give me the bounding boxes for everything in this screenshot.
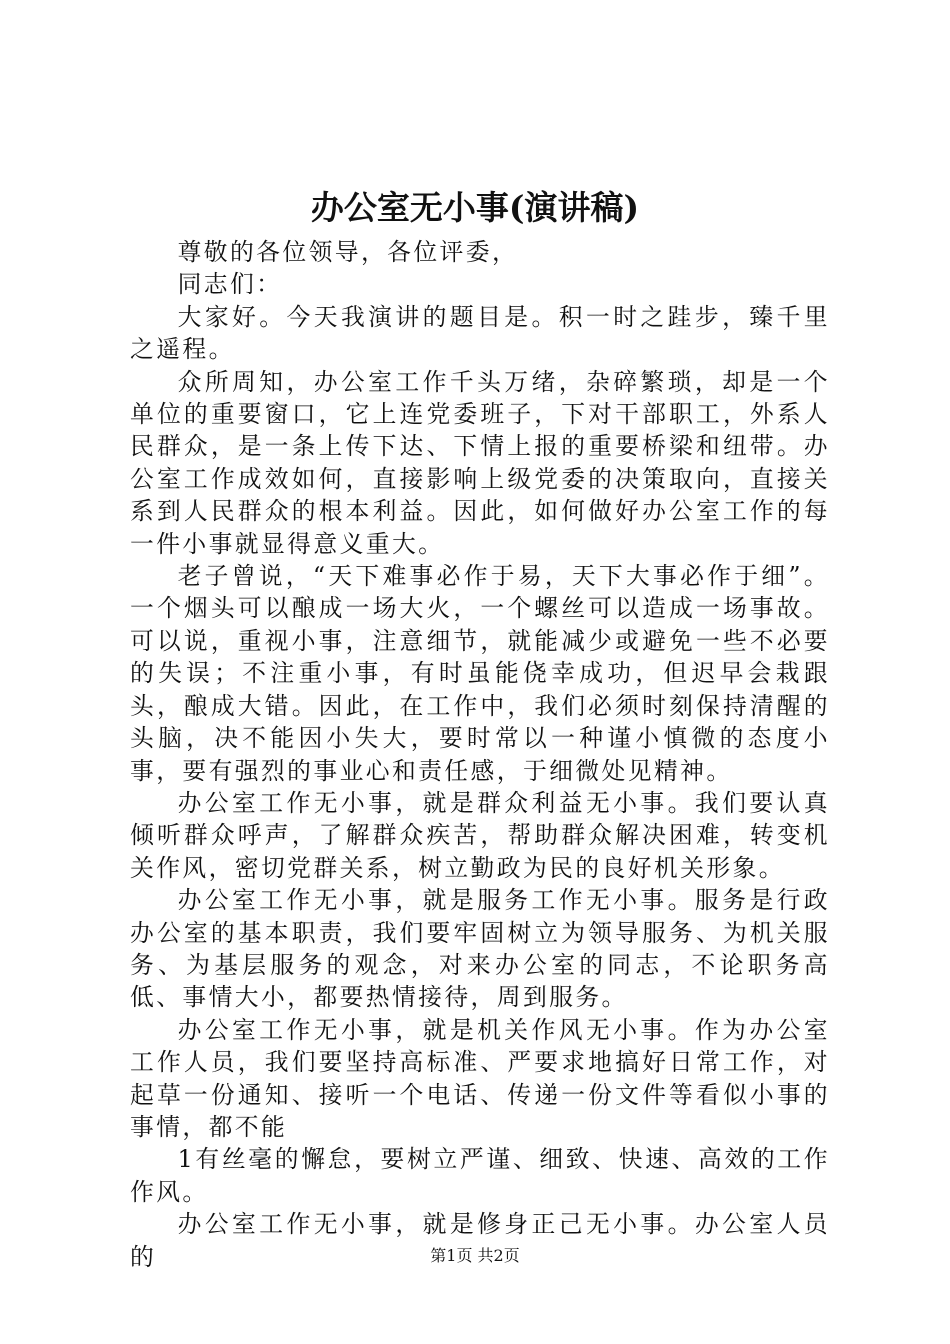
page-title: 办公室无小事(演讲稿) <box>310 188 640 227</box>
paragraph: 办公室工作无小事，就是机关作风无小事。作为办公室工作人员，我们要坚持高标准、严要求地搞好日常工作，对起草一份通知、接听一个电话、传递一份文件等看似小事的事情，都不能 <box>130 1015 830 1141</box>
paragraph: 办公室工作无小事，就是群众利益无小事。我们要认真倾听群众呼声，了解群众疾苦，帮助群众解决困难，转变机关作风，密切党群关系，树立勤政为民的良好机关形象。 <box>130 788 830 882</box>
paragraph-salutation-1: 尊敬的各位领导，各位评委， <box>177 238 519 266</box>
paragraph: 大家好。今天我演讲的题目是。积一时之跬步，臻千里之遥程。 <box>130 302 830 364</box>
document-body <box>130 236 830 1273</box>
page-number-footer: 第1页 共2页 <box>430 1246 520 1265</box>
paragraph: 办公室工作无小事，就是修身正己无小事。办公室人员的 <box>130 1210 830 1271</box>
paragraph: 办公室工作无小事，就是服务工作无小事。服务是行政办公室的基本职责，我们要牢固树立为领导服务、为机关服务、为基层服务的观念，对来办公室的同志，不论职务高低、事情大小，都要热情接待，周到服务。 <box>130 886 830 1012</box>
paragraph: 1有丝毫的懈怠，要树立严谨、细致、快速、高效的工作作风。 <box>130 1145 830 1206</box>
paragraph-salutation-2: 同志们： <box>177 270 283 299</box>
paragraph: 众所周知，办公室工作千头万绪，杂碎繁琐，却是一个单位的重要窗口，它上连党委班子，下对干部职工，外系人民群众，是一条上传下达、下情上报的重要桥梁和纽带。办公室工作成效如何，直接影响上级党委的决策取向，直接关系到人民群众的根本利益。因此，如何做好办公室工作的每一件小事就显得意义重大。 <box>130 367 830 558</box>
paragraph: 老子曾说，“天下难事必作于易，天下大事必作于细”。一个烟头可以酿成一场大火，一个螺丝可以造成一场事故。可以说，重视小事，注意细节，就能减少或避免一些不必要的失误；不注重小事，有时虽能侥幸成功，但迟早会栽跟头，酿成大错。因此，在工作中，我们必须时刻保持清醒的头脑，决不能因小失大，要时常以一种谨小慎微的态度小事，要有强烈的事业心和责任感，于细微处见精神。 <box>130 562 830 785</box>
